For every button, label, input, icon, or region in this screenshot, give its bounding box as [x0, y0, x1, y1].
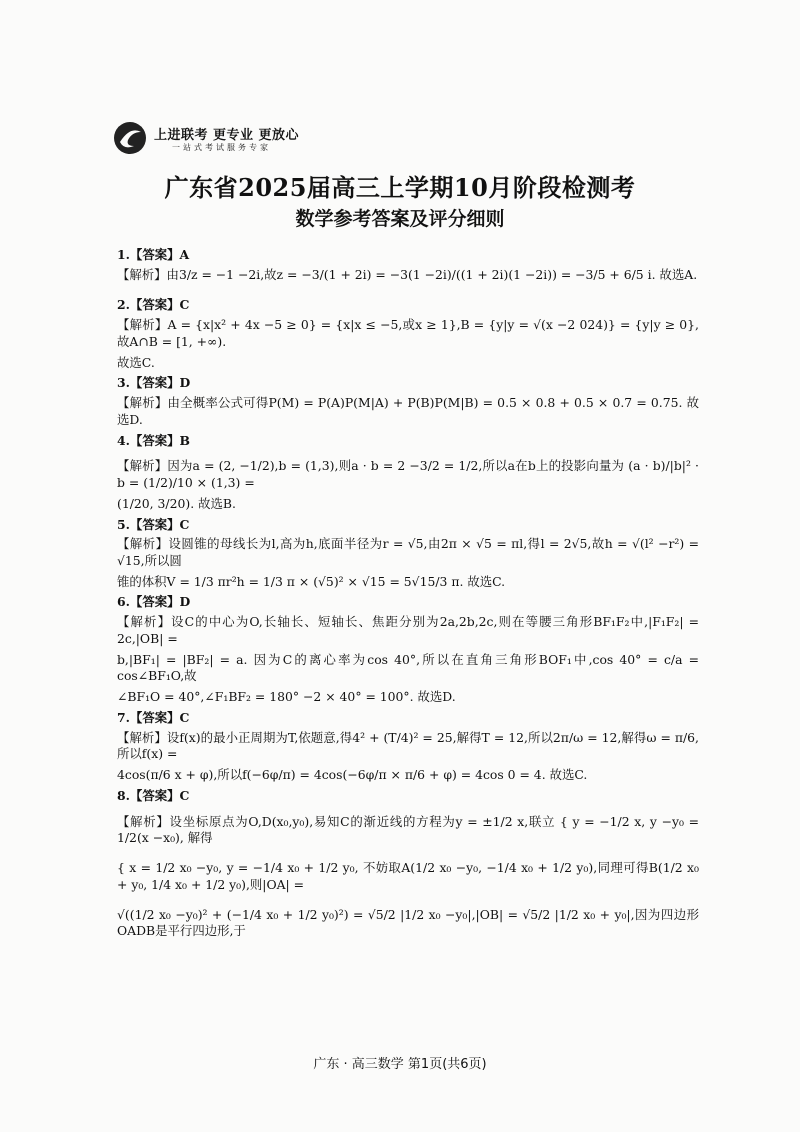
analysis-line: 【解析】设C的中心为O,长轴长、短轴长、焦距分别为2a,2b,2c,则在等腰三角形BF₁F₂中,|F₁F₂| = 2c,|OB| = [117, 614, 699, 646]
question-6 [117, 594, 699, 705]
analysis-line: (1/20, 3/20). 故选B. [117, 495, 236, 511]
analysis-line: 【解析】设坐标原点为O,D(x₀,y₀),易知C的渐近线的方程为y = ±1/2 x,联立 { y = −1/2 x, y −y₀ = 1/2(x −x₀), 解得 [117, 813, 699, 846]
analysis-line: 【解析】设f(x)的最小正周期为T,依题意,得4² + (T/4)² = 25,解得T = 12,所以2π/ω = 12,解得ω = π/6,所以f(x) = [117, 729, 699, 762]
question-2 [117, 297, 699, 371]
question-3 [117, 375, 699, 428]
answer-list [117, 243, 699, 944]
question-4 [117, 433, 699, 513]
answer-line: 2.【答案】C [117, 297, 190, 313]
analysis-line: √((1/2 x₀ −y₀)² + (−1/4 x₀ + 1/2 y₀)²) = √5/2 |1/2 x₀ −y₀|,|OB| = √5/2 |1/2 x₀ + y₀|,因为四边形OADB是平行四边形,于 [117, 906, 699, 939]
logo-slogan: 上进联考 更专业 更放心 [154, 128, 300, 143]
page-footer: 广东 · 高三数学 第1页(共6页) [313, 1057, 487, 1072]
question-7 [117, 710, 699, 784]
question-1 [117, 247, 699, 283]
analysis-line: 【解析】由3/z = −1 −2i,故z = −3/(1 + 2i) = −3(1 −2i)/((1 + 2i)(1 −2i)) = −3/5 + 6/5 i. 故选A. [117, 266, 698, 282]
analysis-line: 故选C. [117, 354, 155, 370]
analysis-line: 【解析】A = {x|x² + 4x −5 ≥ 0} = {x|x ≤ −5,或x ≥ 1},B = {y|y = √(x −2 024)} = {y|y ≥ 0},故A∩B = [1, +∞). [117, 317, 699, 349]
answer-line: 1.【答案】A [117, 247, 190, 262]
answer-line: 6.【答案】D [117, 594, 191, 610]
question-5 [117, 517, 699, 591]
analysis-line: 4cos(π/6 x + φ),所以f(−6φ/π) = 4cos(−6φ/π × π/6 + φ) = 4cos 0 = 4. 故选C. [117, 767, 588, 783]
analysis-line: 【解析】由全概率公式可得P(M) = P(A)P(M|A) + P(B)P(M|B) = 0.5 × 0.8 + 0.5 × 0.7 = 0.75. 故选D. [117, 395, 699, 427]
analysis-line: ∠BF₁O = 40°,∠F₁BF₂ = 180° −2 × 40° = 100°. 故选D. [117, 689, 456, 705]
answer-line: 3.【答案】D [117, 375, 191, 391]
analysis-line: 【解析】设圆锥的母线长为l,高为h,底面半径为r = √5,由2π × √5 = πl,得l = 2√5,故h = √(l² −r²) = √15,所以圆 [117, 536, 699, 569]
analysis-line: b,|BF₁| = |BF₂| = a. 因为C的离心率为cos 40°,所以在直角三角形BOF₁中,cos 40° = c/a = cos∠BF₁O,故 [117, 651, 699, 684]
answer-line: 5.【答案】C [117, 516, 190, 532]
page-subtitle: 数学参考答案及评分细则 [295, 208, 505, 230]
logo-tagline: 一站式考试服务专家 [172, 143, 271, 152]
answer-line: 7.【答案】C [117, 709, 190, 725]
analysis-line: 锥的体积V = 1/3 πr²h = 1/3 π × (√5)² × √15 = 5√15/3 π. 故选C. [117, 573, 506, 589]
answer-line: 4.【答案】B [117, 432, 190, 448]
analysis-line: 【解析】因为a = (2, −1/2),b = (1,3),则a · b = 2 −3/2 = 1/2,所以a在b上的投影向量为 (a · b)/|b|² · b = (1/2)/10 × (1,3) = [117, 458, 699, 491]
answer-line: 8.【答案】C [117, 787, 190, 803]
analysis-line: { x = 1/2 x₀ −y₀, y = −1/4 x₀ + 1/2 y₀, 不妨取A(1/2 x₀ −y₀, −1/4 x₀ + 1/2 y₀),同理可得B(1/2 x₀ + y₀, 1/4 x₀ + 1/2 y₀),则|OA| = [117, 860, 699, 892]
swirl-logo-icon [112, 120, 148, 156]
publisher-logo [112, 120, 352, 160]
question-8 [117, 788, 699, 940]
page-title: 广东省2025届高三上学期10月阶段检测考 [164, 173, 636, 202]
